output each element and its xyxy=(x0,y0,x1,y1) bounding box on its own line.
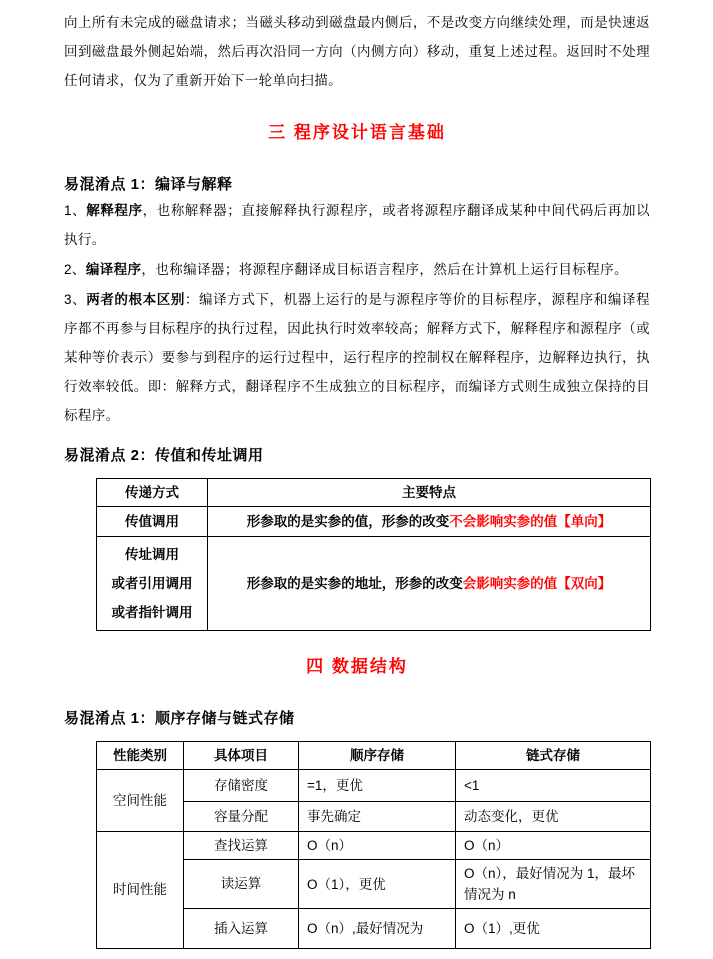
cell-linked: O（n） xyxy=(456,832,651,860)
column-header-sequential: 顺序存储 xyxy=(299,742,456,770)
cell-item: 读运算 xyxy=(184,860,299,909)
cell-sequential: O（1），更优 xyxy=(299,860,456,909)
cell-item: 查找运算 xyxy=(184,832,299,860)
cell-sequential: O（n）,最好情况为 xyxy=(299,909,456,949)
cell-group-time: 时间性能 xyxy=(97,832,184,949)
feature-highlight: 不会影响实参的值 xyxy=(449,513,558,529)
cell-linked: O（1）,更优 xyxy=(456,909,651,949)
heading-call-by-value-address: 易混淆点 2：传值和传址调用 xyxy=(64,447,264,464)
column-header-method: 传递方式 xyxy=(97,479,208,507)
cell-sequential: O（n） xyxy=(299,832,456,860)
paragraph-difference xyxy=(64,285,650,430)
column-header-feature: 主要特点 xyxy=(208,479,651,507)
method-line-group xyxy=(104,540,200,627)
item-prefix: 1、 xyxy=(64,203,87,218)
table-parameter-passing xyxy=(96,478,651,631)
column-header-linked: 链式存储 xyxy=(456,742,651,770)
cell-item: 存储密度 xyxy=(184,770,299,802)
method-line: 传址调用 xyxy=(125,547,179,562)
cell-item: 插入运算 xyxy=(184,909,299,949)
table-row xyxy=(97,537,651,631)
cell-method-value: 传值调用 xyxy=(97,507,208,537)
item-body: ：编译方式下，机器上运行的是与源程序等价的目标程序，源程序和编译程序都不再参与目标程序的执行过程，因此执行时效率较高；解释方式下，解释程序和源程序（或某种等价表示）要参与到程序的运行过程中，运行程序的控制权在解释程序，边解释边执行，执行效率较低。即：解释方式，翻译程序不生成独立的目标程序，而编译方式则生成独立保持的目标程序。 xyxy=(64,292,650,423)
cell-linked: 动态变化，更优 xyxy=(456,802,651,832)
paragraph-interpreter xyxy=(64,196,650,254)
item-term: 两者的根本区别 xyxy=(86,292,185,307)
table-row xyxy=(97,507,651,537)
feature-bracket: 【双向】 xyxy=(557,575,612,591)
item-prefix: 2、 xyxy=(64,262,86,277)
paragraph-disk-scan: 向上所有未完成的磁盘请求；当磁头移动到磁盘最内侧后，不是改变方向继续处理，而是快速返回到磁盘最外侧起始端，然后再次沿同一方向（内侧方向）移动，重复上述过程。返回时不处理任何请求，仅为了重新开始下一轮单向扫描。 xyxy=(64,15,650,88)
item-prefix: 3、 xyxy=(64,292,87,307)
cell-sequential: 事先确定 xyxy=(299,802,456,832)
cell-group-space: 空间性能 xyxy=(97,770,184,832)
heading-compile-vs-interpret: 易混淆点 1：编译与解释 xyxy=(64,176,233,193)
column-header-category: 性能类别 xyxy=(97,742,184,770)
feature-text: 形参取的是实参的值，形参的改变 xyxy=(246,513,450,529)
method-line: 或者指针调用 xyxy=(111,605,193,620)
cell-feature-address xyxy=(208,537,651,631)
feature-highlight: 会影响实参的值 xyxy=(462,575,558,591)
heading-sequential-vs-linked: 易混淆点 1：顺序存储与链式存储 xyxy=(64,710,295,727)
column-header-item: 具体项目 xyxy=(184,742,299,770)
table-row xyxy=(97,832,651,860)
feature-text: 形参取的是实参的地址，形参的改变 xyxy=(246,575,463,591)
cell-linked: O（n），最好情况为 1，最坏情况为 n xyxy=(456,860,651,909)
paragraph-compiler xyxy=(64,255,650,284)
table-row xyxy=(97,770,651,802)
table-header-row xyxy=(97,479,651,507)
section-title-data-structures: 四 数据结构 xyxy=(306,657,408,676)
cell-feature-value xyxy=(208,507,651,537)
table-storage-comparison xyxy=(96,741,651,949)
cell-linked: <1 xyxy=(456,770,651,802)
cell-item: 容量分配 xyxy=(184,802,299,832)
section-title-programming-languages: 三 程序设计语言基础 xyxy=(268,123,446,142)
cell-sequential: =1，更优 xyxy=(299,770,456,802)
table-header-row xyxy=(97,742,651,770)
item-body: ，也称编译器；将源程序翻译成目标语言程序，然后在计算机上运行目标程序。 xyxy=(141,262,628,277)
item-body: ，也称解释器；直接解释执行源程序，或者将源程序翻译成某种中间代码后再加以执行。 xyxy=(64,203,650,247)
method-line: 或者引用调用 xyxy=(111,576,193,591)
item-term: 解释程序 xyxy=(86,203,143,218)
feature-bracket: 【单向】 xyxy=(557,513,612,529)
cell-method-address xyxy=(97,537,208,631)
item-term: 编译程序 xyxy=(85,262,142,277)
